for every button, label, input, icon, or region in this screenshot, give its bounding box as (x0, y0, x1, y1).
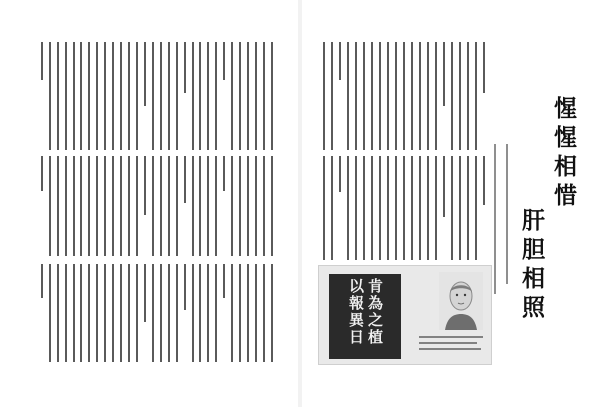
text-column-line (144, 42, 146, 106)
text-column-line (451, 156, 453, 260)
text-column-line (323, 42, 325, 150)
body-text-block-upper-right (320, 42, 488, 150)
body-text-block-middle-right (320, 156, 488, 260)
text-column-line (263, 156, 265, 256)
text-column-line (395, 42, 397, 150)
text-column-line (475, 42, 477, 150)
text-column-line (65, 264, 67, 362)
portrait-photo (439, 272, 483, 330)
text-column-line (231, 156, 233, 256)
text-column-line (199, 156, 201, 256)
text-column-line (435, 156, 437, 260)
text-column-line (387, 156, 389, 260)
text-column-line (263, 42, 265, 150)
title-column-1: 惺惺相惜 (550, 96, 577, 212)
text-column-line (247, 156, 249, 256)
text-column-line (223, 42, 225, 80)
text-column-line (104, 264, 106, 362)
text-column-line (49, 264, 51, 362)
text-column-line (136, 42, 138, 150)
text-column-line (88, 156, 90, 256)
text-column-line (215, 264, 217, 362)
text-column-line (65, 156, 67, 256)
text-column-line (128, 42, 130, 150)
text-column-line (136, 264, 138, 362)
text-column-line (160, 42, 162, 150)
text-column-line (271, 264, 273, 362)
text-column-line (467, 42, 469, 150)
text-column-line (331, 42, 333, 150)
text-column-line (483, 156, 485, 205)
body-text-block-middle-left (38, 156, 276, 256)
text-column-line (144, 264, 146, 322)
text-column-line (144, 156, 146, 215)
text-column-line (331, 156, 333, 260)
calligraphy-column-2: 以報異日 (347, 278, 365, 346)
text-column-line (41, 264, 43, 298)
text-column-line (459, 42, 461, 150)
text-column-line (231, 42, 233, 150)
text-column-line (255, 264, 257, 362)
text-column-line (483, 42, 485, 93)
text-column-line (395, 156, 397, 260)
text-column-line (239, 264, 241, 362)
text-column-line (207, 156, 209, 256)
text-column-line (403, 156, 405, 260)
text-column-line (247, 42, 249, 150)
left-page (0, 0, 298, 407)
text-column-line (223, 156, 225, 191)
text-column-line (49, 156, 51, 256)
text-column-line (427, 156, 429, 260)
text-column-line (41, 156, 43, 191)
text-column-line (73, 264, 75, 362)
text-column-line (207, 42, 209, 150)
text-column-line (128, 264, 130, 362)
text-column-line (223, 264, 225, 298)
text-column-line (371, 156, 373, 260)
text-column-line (192, 42, 194, 150)
text-column-line (323, 156, 325, 260)
text-column-line (88, 264, 90, 362)
text-column-line (192, 156, 194, 256)
text-column-line (475, 156, 477, 260)
text-column-line (120, 264, 122, 362)
text-column-line (57, 42, 59, 150)
text-column-line (387, 42, 389, 150)
text-column-line (128, 156, 130, 256)
text-column-line (255, 156, 257, 256)
text-column-line (49, 42, 51, 150)
photo-panel (318, 265, 492, 365)
text-column-line (136, 156, 138, 256)
text-column-line (57, 156, 59, 256)
text-column-line (88, 42, 90, 150)
text-column-line (419, 156, 421, 260)
text-column-line (41, 42, 43, 80)
text-column-line (80, 264, 82, 362)
text-column-line (184, 156, 186, 203)
text-column-line (152, 264, 154, 362)
text-column-line (427, 42, 429, 150)
text-column-line (80, 42, 82, 150)
text-column-line (73, 42, 75, 150)
calligraphy-image (329, 274, 401, 359)
text-column-line (347, 156, 349, 260)
subtitle-text-placeholder (506, 144, 508, 284)
text-column-line (104, 156, 106, 256)
text-column-line (96, 42, 98, 150)
text-column-line (247, 264, 249, 362)
text-column-line (160, 264, 162, 362)
subtitle-column-2 (494, 144, 496, 294)
text-column-line (168, 156, 170, 256)
text-column-line (363, 156, 365, 260)
text-column-line (199, 264, 201, 362)
text-column-line (239, 42, 241, 150)
text-column-line (451, 42, 453, 150)
text-column-line (57, 264, 59, 362)
text-column-line (199, 42, 201, 150)
text-column-line (176, 264, 178, 362)
text-column-line (271, 156, 273, 256)
text-column-line (371, 42, 373, 150)
text-column-line (419, 42, 421, 150)
text-column-line (355, 156, 357, 260)
text-column-line (339, 42, 341, 80)
text-column-line (379, 42, 381, 150)
text-column-line (239, 156, 241, 256)
text-column-line (152, 156, 154, 256)
calligraphy-column-1: 肯為之植 (366, 278, 384, 346)
text-column-line (65, 42, 67, 150)
text-column-line (411, 42, 413, 150)
text-column-line (96, 264, 98, 362)
text-column-line (112, 42, 114, 150)
text-column-line (80, 156, 82, 256)
text-column-line (411, 156, 413, 260)
title-column-2: 肝胆相照 (518, 208, 545, 324)
text-column-line (152, 42, 154, 150)
text-column-line (160, 156, 162, 256)
text-column-line (271, 42, 273, 150)
text-column-line (168, 42, 170, 150)
text-column-line (112, 156, 114, 256)
text-column-line (207, 264, 209, 362)
text-column-line (168, 264, 170, 362)
photo-caption (419, 336, 487, 358)
text-column-line (467, 156, 469, 260)
body-text-block-upper-left (38, 42, 276, 150)
body-text-block-lower-left (38, 264, 276, 362)
text-column-line (435, 42, 437, 150)
text-column-line (215, 42, 217, 150)
text-column-line (120, 42, 122, 150)
text-column-line (347, 42, 349, 150)
subtitle-text-placeholder-2 (494, 144, 496, 294)
text-column-line (459, 156, 461, 260)
text-column-line (263, 264, 265, 362)
text-column-line (355, 42, 357, 150)
text-column-line (120, 156, 122, 256)
text-column-line (215, 156, 217, 256)
text-column-line (184, 42, 186, 93)
text-column-line (112, 264, 114, 362)
text-column-line (176, 42, 178, 150)
text-column-line (363, 42, 365, 150)
text-column-line (443, 42, 445, 106)
text-column-line (184, 264, 186, 310)
text-column-line (379, 156, 381, 260)
text-column-line (443, 156, 445, 217)
text-column-line (73, 156, 75, 256)
text-column-line (403, 42, 405, 150)
text-column-line (339, 156, 341, 192)
text-column-line (255, 42, 257, 150)
subtitle-column (506, 144, 508, 284)
text-column-line (176, 156, 178, 256)
text-column-line (96, 156, 98, 256)
text-column-line (231, 264, 233, 362)
text-column-line (192, 264, 194, 362)
text-column-line (104, 42, 106, 150)
